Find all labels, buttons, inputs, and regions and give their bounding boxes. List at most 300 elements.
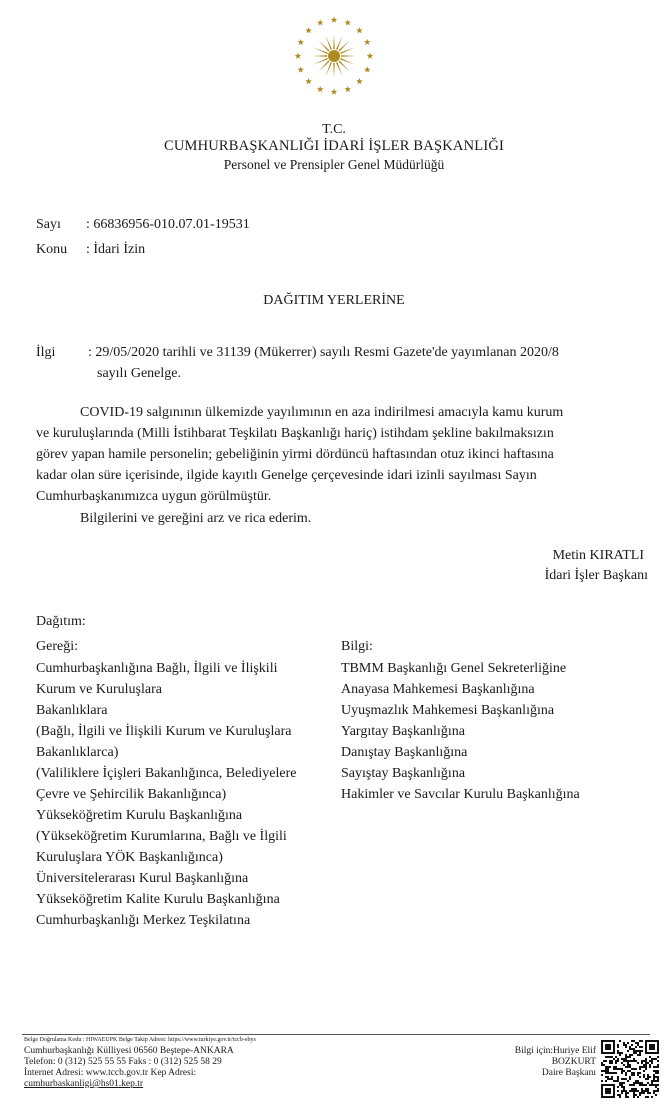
qr-module (651, 1084, 653, 1086)
qr-module (635, 1046, 637, 1048)
qr-module (647, 1088, 649, 1090)
qr-module (617, 1086, 619, 1088)
qr-module (631, 1088, 633, 1090)
qr-module (611, 1060, 613, 1062)
qr-module (633, 1084, 635, 1086)
qr-module (649, 1064, 651, 1066)
qr-module (637, 1044, 639, 1046)
emblem-star (345, 86, 351, 92)
qr-module (645, 1064, 647, 1066)
qr-module (623, 1088, 625, 1090)
body-line-2: ve kuruluşlarında (Milli İstihbarat Teşkilatı Başkanlığı hariç) istihdam şekline bakılmaksızın (36, 426, 554, 441)
qr-finder-core (649, 1044, 655, 1050)
qr-module (615, 1062, 617, 1064)
qr-module (625, 1060, 627, 1062)
qr-module (615, 1066, 617, 1068)
qr-module (641, 1090, 643, 1092)
body-line-3: görev yapan hamile personelin; gebeliğinin yirmi dördüncü haftasından otuz ikinci haftasına (36, 447, 554, 462)
qr-module (645, 1068, 647, 1070)
qr-module (653, 1070, 655, 1072)
qr-module (627, 1070, 629, 1072)
qr-module (621, 1072, 623, 1074)
footer-divider (22, 1034, 650, 1035)
qr-module (645, 1084, 647, 1086)
qr-module (649, 1066, 651, 1068)
qr-module (657, 1066, 659, 1068)
qr-module (635, 1060, 637, 1062)
qr-module (635, 1068, 637, 1070)
qr-module (623, 1082, 625, 1084)
qr-module (639, 1092, 641, 1094)
qr-module (655, 1086, 657, 1088)
qr-module (649, 1060, 651, 1062)
qr-module (657, 1072, 659, 1074)
qr-module (601, 1074, 603, 1076)
qr-module (601, 1062, 603, 1064)
geregi-item: Cumhurbaşkanlığı Merkez Teşkilatına (36, 913, 251, 928)
geregi-heading: Gereği: (36, 639, 78, 654)
qr-module (643, 1090, 645, 1092)
bilgi-item: Anayasa Mahkemesi Başkanlığına (341, 682, 535, 697)
qr-module (627, 1042, 629, 1044)
qr-module (639, 1040, 641, 1042)
addressee: DAĞITIM YERLERİNE (263, 293, 405, 308)
qr-module (609, 1078, 611, 1080)
qr-module (627, 1050, 629, 1052)
qr-module (647, 1078, 649, 1080)
qr-module (635, 1042, 637, 1044)
qr-module (631, 1054, 633, 1056)
ilgi-label: İlgi (36, 345, 56, 360)
qr-module (619, 1094, 621, 1096)
emblem-ray (336, 36, 342, 50)
qr-module (627, 1060, 629, 1062)
qr-module (629, 1066, 631, 1068)
qr-module (611, 1062, 613, 1064)
qr-module (621, 1062, 623, 1064)
geregi-item: Çevre ve Şehircilik Bakanlığınca) (36, 787, 227, 802)
qr-module (655, 1070, 657, 1072)
qr-module (655, 1084, 657, 1086)
qr-module (649, 1056, 651, 1058)
qr-module (641, 1050, 643, 1052)
qr-module (641, 1092, 643, 1094)
qr-module (629, 1048, 631, 1050)
qr-module (605, 1070, 607, 1072)
geregi-item: Bakanlıklara (36, 703, 108, 718)
qr-module (611, 1076, 613, 1078)
qr-module (629, 1076, 631, 1078)
qr-module (651, 1058, 653, 1060)
qr-module (607, 1056, 609, 1058)
qr-module (619, 1084, 621, 1086)
qr-module (653, 1076, 655, 1078)
qr-module (633, 1092, 635, 1094)
emblem-star (317, 19, 323, 25)
qr-module (609, 1072, 611, 1074)
emblem-star (295, 53, 301, 59)
qr-module (609, 1066, 611, 1068)
qr-module (617, 1050, 619, 1052)
qr-module (617, 1060, 619, 1062)
qr-module (605, 1068, 607, 1070)
qr-module (641, 1040, 643, 1042)
qr-module (625, 1074, 627, 1076)
qr-module (603, 1070, 605, 1072)
qr-module (645, 1060, 647, 1062)
contact-line1: Bilgi için:Huriye Elif (514, 1046, 596, 1056)
qr-module (635, 1080, 637, 1082)
qr-module (601, 1064, 603, 1066)
qr-module (621, 1068, 623, 1070)
footer-internet: İnternet Adresi: www.tccb.gov.tr Kep Adresi: (24, 1068, 197, 1078)
qr-module (641, 1062, 643, 1064)
qr-module (645, 1078, 647, 1080)
emblem-star (345, 19, 351, 25)
qr-module (621, 1078, 623, 1080)
qr-module (653, 1074, 655, 1076)
qr-module (631, 1074, 633, 1076)
qr-module (637, 1074, 639, 1076)
qr-module (657, 1076, 659, 1078)
bilgi-item: TBMM Başkanlığı Genel Sekreterliğine (341, 661, 567, 676)
emblem-sun-disc (328, 50, 340, 62)
qr-module (613, 1066, 615, 1068)
qr-module (623, 1090, 625, 1092)
qr-module (613, 1072, 615, 1074)
bilgi-item: Sayıştay Başkanlığına (341, 766, 466, 781)
qr-module (605, 1066, 607, 1068)
qr-module (653, 1084, 655, 1086)
qr-module (613, 1080, 615, 1082)
qr-module (615, 1060, 617, 1062)
qr-module (657, 1088, 659, 1090)
qr-module (617, 1076, 619, 1078)
emblem-star (298, 39, 304, 45)
qr-module (633, 1068, 635, 1070)
qr-module (617, 1044, 619, 1046)
qr-module (617, 1094, 619, 1096)
emblem-ray (326, 36, 332, 50)
qr-module (631, 1040, 633, 1042)
qr-module (633, 1072, 635, 1074)
qr-module (639, 1066, 641, 1068)
emblem-ray (341, 55, 356, 57)
qr-module (603, 1064, 605, 1066)
qr-module (627, 1092, 629, 1094)
qr-module (645, 1058, 647, 1060)
qr-module (631, 1048, 633, 1050)
header-institution: CUMHURBAŞKANLIĞI İDARİ İŞLER BAŞKANLIĞI (163, 138, 505, 154)
signature-title: İdari İşler Başkanı (544, 568, 648, 583)
qr-module (605, 1072, 607, 1074)
qr-module (627, 1096, 629, 1098)
emblem-ray (326, 62, 332, 76)
qr-module (631, 1060, 633, 1062)
emblem-ray (312, 55, 327, 57)
verification-code: Belge Doğrulama Kodu : HIWAEUPK Belge Takip Adresi: https://www.turkiye.gov.tr/tccb-ebys (24, 1037, 256, 1043)
qr-module (635, 1050, 637, 1052)
qr-module (607, 1076, 609, 1078)
qr-module (625, 1092, 627, 1094)
qr-module (619, 1082, 621, 1084)
qr-module (629, 1084, 631, 1086)
bilgi-list (341, 659, 580, 806)
qr-module (653, 1078, 655, 1080)
qr-module (617, 1058, 619, 1060)
qr-module (623, 1060, 625, 1062)
qr-module (655, 1080, 657, 1082)
qr-module (641, 1060, 643, 1062)
qr-module (629, 1070, 631, 1072)
qr-module (633, 1050, 635, 1052)
qr-module (651, 1062, 653, 1064)
emblem-ray (333, 63, 335, 78)
qr-module (639, 1068, 641, 1070)
qr-module (633, 1096, 635, 1098)
qr-module (619, 1052, 621, 1054)
qr-module (641, 1046, 643, 1048)
qr-module (641, 1088, 643, 1090)
qr-module (653, 1080, 655, 1082)
emblem-ray (340, 48, 354, 54)
qr-module (631, 1072, 633, 1074)
qr-module (639, 1050, 641, 1052)
qr-module (637, 1062, 639, 1064)
emblem-star (367, 53, 373, 59)
emblem-star (317, 86, 323, 92)
qr-module (643, 1066, 645, 1068)
qr-module (643, 1060, 645, 1062)
qr-module (611, 1072, 613, 1074)
qr-module (639, 1076, 641, 1078)
qr-module (621, 1084, 623, 1086)
qr-module (639, 1072, 641, 1074)
geregi-item: (Yükseköğretim Kurumlarına, Bağlı ve İlgili (36, 829, 287, 844)
qr-module (641, 1084, 643, 1086)
qr-module (603, 1060, 605, 1062)
geregi-item: (Bağlı, İlgili ve İlişkili Kurum ve Kuruluşlara (36, 724, 292, 739)
geregi-item: Kurum ve Kuruluşlara (36, 682, 162, 697)
qr-module (623, 1078, 625, 1080)
qr-module (645, 1062, 647, 1064)
qr-module (621, 1052, 623, 1054)
qr-module (601, 1070, 603, 1072)
ilgi-line2: sayılı Genelge. (97, 366, 181, 381)
geregi-item: Bakanlıklarca) (36, 745, 119, 760)
emblem-ray (336, 62, 342, 76)
qr-module (615, 1068, 617, 1070)
qr-module (643, 1070, 645, 1072)
qr-module (635, 1052, 637, 1054)
qr-module (625, 1056, 627, 1058)
qr-module (655, 1072, 657, 1074)
qr-module (605, 1060, 607, 1062)
body-line-4: kadar olan süre içerisinde, ilgide kayıtlı Genelge çerçevesinde idari izinli sayılması Sayın (36, 468, 537, 483)
qr-module (651, 1082, 653, 1084)
qr-finder-core (605, 1044, 611, 1050)
qr-module (639, 1052, 641, 1054)
qr-module (643, 1084, 645, 1086)
qr-module (631, 1068, 633, 1070)
qr-module (647, 1082, 649, 1084)
qr-module (647, 1062, 649, 1064)
qr-module (637, 1072, 639, 1074)
qr-module (637, 1080, 639, 1082)
qr-module (649, 1076, 651, 1078)
qr-module (605, 1080, 607, 1082)
qr-module (625, 1066, 627, 1068)
qr-module (625, 1058, 627, 1060)
qr-module (611, 1078, 613, 1080)
qr-module (613, 1058, 615, 1060)
qr-module (625, 1046, 627, 1048)
qr-module (617, 1068, 619, 1070)
distribution-heading: Dağıtım: (36, 614, 86, 629)
qr-module (647, 1096, 649, 1098)
qr-module (621, 1058, 623, 1060)
qr-module (645, 1088, 647, 1090)
qr-module (621, 1082, 623, 1084)
emblem-star (331, 89, 337, 95)
emblem-star (356, 78, 362, 84)
qr-module (633, 1040, 635, 1042)
qr-code-icon (601, 1040, 659, 1098)
qr-module (643, 1074, 645, 1076)
qr-module (631, 1084, 633, 1086)
qr-module (629, 1056, 631, 1058)
qr-module (623, 1044, 625, 1046)
qr-module (629, 1090, 631, 1092)
qr-module (635, 1090, 637, 1092)
qr-module (615, 1080, 617, 1082)
body-line-1: COVID-19 salgınının ülkemizde yayılımının en aza indirilmesi amacıyla kamu kurum (80, 405, 564, 420)
geregi-item: (Valiliklere İçişleri Bakanlığınca, Belediyelere (36, 766, 297, 781)
qr-module (617, 1090, 619, 1092)
footer-phone: Telefon: 0 (312) 525 55 55 Faks : 0 (312) 525 58 29 (24, 1057, 222, 1067)
qr-module (629, 1060, 631, 1062)
qr-module (623, 1064, 625, 1066)
contact-line2: BOZKURT (551, 1057, 596, 1067)
qr-module (607, 1078, 609, 1080)
qr-module (645, 1096, 647, 1098)
qr-module (647, 1092, 649, 1094)
ilgi-line1: : 29/05/2020 tarihli ve 31139 (Mükerrer) sayılı Resmi Gazete'de yayımlanan 2020/8 (88, 345, 559, 360)
footer-kep-link[interactable]: cumhurbaskanligi@hs01.kep.tr (24, 1079, 144, 1089)
qr-module (629, 1054, 631, 1056)
qr-module (641, 1066, 643, 1068)
qr-module (655, 1090, 657, 1092)
emblem-ray (340, 58, 354, 64)
presidential-emblem-icon (290, 12, 378, 96)
qr-module (637, 1082, 639, 1084)
geregi-item: Yükseköğretim Kurulu Başkanlığına (36, 808, 243, 823)
qr-module (639, 1084, 641, 1086)
qr-module (617, 1080, 619, 1082)
qr-module (625, 1072, 627, 1074)
konu-value: : İdari İzin (86, 242, 146, 257)
qr-module (653, 1092, 655, 1094)
qr-module (637, 1050, 639, 1052)
qr-module (623, 1058, 625, 1060)
qr-module (609, 1062, 611, 1064)
qr-module (649, 1084, 651, 1086)
qr-module (605, 1076, 607, 1078)
qr-module (629, 1078, 631, 1080)
qr-module (643, 1092, 645, 1094)
qr-module (651, 1060, 653, 1062)
qr-module (653, 1058, 655, 1060)
sayi-label: Sayı (36, 217, 61, 232)
qr-module (615, 1056, 617, 1058)
qr-module (657, 1064, 659, 1066)
qr-module (621, 1090, 623, 1092)
emblem-ray (314, 48, 328, 54)
emblem-star (331, 17, 337, 23)
qr-module (617, 1046, 619, 1048)
qr-module (627, 1066, 629, 1068)
qr-module (619, 1054, 621, 1056)
contact-line3: Daire Başkanı (541, 1068, 596, 1078)
qr-module (657, 1078, 659, 1080)
qr-module (619, 1068, 621, 1070)
qr-module (619, 1096, 621, 1098)
emblem-star (364, 39, 370, 45)
qr-module (639, 1046, 641, 1048)
qr-module (641, 1082, 643, 1084)
qr-module (657, 1060, 659, 1062)
bilgi-item: Uyuşmazlık Mahkemesi Başkanlığına (341, 703, 555, 718)
qr-module (627, 1062, 629, 1064)
footer-address: Cumhurbaşkanlığı Külliyesi 06560 Beştepe-ANKARA (24, 1046, 234, 1056)
qr-module (647, 1074, 649, 1076)
qr-module (623, 1042, 625, 1044)
qr-module (607, 1068, 609, 1070)
qr-module (637, 1090, 639, 1092)
qr-module (637, 1042, 639, 1044)
qr-module (617, 1078, 619, 1080)
emblem-star (298, 66, 304, 72)
bilgi-item: Hakimler ve Savcılar Kurulu Başkanlığına (341, 787, 580, 802)
qr-module (639, 1082, 641, 1084)
bilgi-item: Yargıtay Başkanlığına (341, 724, 465, 739)
qr-module (607, 1070, 609, 1072)
qr-module (615, 1072, 617, 1074)
qr-module (639, 1054, 641, 1056)
qr-module (621, 1092, 623, 1094)
emblem-star (356, 27, 362, 33)
qr-module (623, 1086, 625, 1088)
qr-module (645, 1090, 647, 1092)
qr-module (633, 1048, 635, 1050)
qr-finder-core (605, 1088, 611, 1094)
qr-module (607, 1072, 609, 1074)
qr-module (631, 1044, 633, 1046)
qr-module (631, 1090, 633, 1092)
konu-label: Konu (36, 242, 68, 257)
qr-module (621, 1086, 623, 1088)
qr-module (619, 1040, 621, 1042)
qr-module (621, 1070, 623, 1072)
qr-module (633, 1082, 635, 1084)
qr-module (657, 1056, 659, 1058)
qr-module (635, 1094, 637, 1096)
qr-module (627, 1080, 629, 1082)
qr-module (609, 1060, 611, 1062)
qr-module (625, 1090, 627, 1092)
emblem-star (305, 78, 311, 84)
header-department: Personel ve Prensipler Genel Müdürlüğü (223, 157, 445, 172)
